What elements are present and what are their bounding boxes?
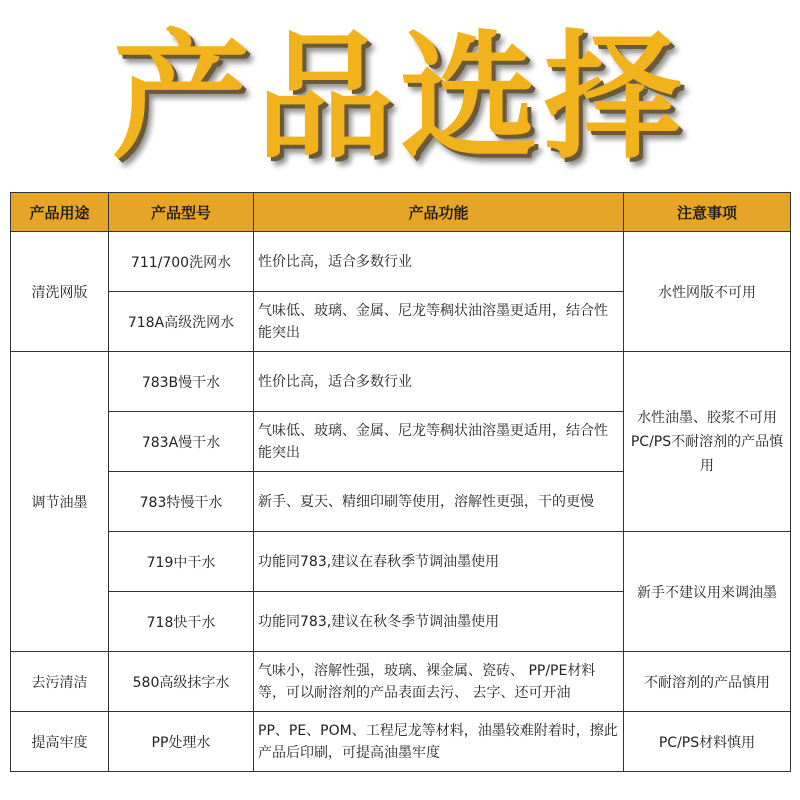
- table-row: [11, 532, 791, 592]
- model-cell: 783A慢干水: [109, 412, 254, 472]
- header-model: 产品型号: [109, 193, 254, 232]
- model-cell: 718快干水: [109, 592, 254, 652]
- model-cell: 711/700洗网水: [109, 232, 254, 292]
- note-cell: 水性网版不可用: [624, 232, 791, 352]
- function-cell: 功能同783,建议在秋冬季节调油墨使用: [254, 592, 624, 652]
- note-cell: PC/PS材料慎用: [624, 712, 791, 772]
- header-function: 产品功能: [254, 193, 624, 232]
- model-cell: 718A高级洗网水: [109, 292, 254, 352]
- table-row: [11, 652, 791, 712]
- function-cell: 气味低、玻璃、金属、尼龙等稠状油溶墨更适用，结合性能突出: [254, 412, 624, 472]
- model-cell: 719中干水: [109, 532, 254, 592]
- function-cell: 功能同783,建议在春秋季节调油墨使用: [254, 532, 624, 592]
- model-cell: 783B慢干水: [109, 352, 254, 412]
- model-cell: PP处理水: [109, 712, 254, 772]
- use-cell: 调节油墨: [11, 352, 109, 652]
- use-cell: 去污清洁: [11, 652, 109, 712]
- header-notes: 注意事项: [624, 193, 791, 232]
- table-row: [11, 712, 791, 772]
- table-row: [11, 352, 791, 412]
- note-cell: 水性油墨、胶浆不可用PC/PS不耐溶剂的产品慎用: [624, 352, 791, 532]
- function-cell: 新手、夏天、精细印刷等使用，溶解性更强，干的更慢: [254, 472, 624, 532]
- table-header-row: [11, 193, 791, 232]
- product-selection-table: [10, 192, 791, 772]
- use-cell: 提高牢度: [11, 712, 109, 772]
- use-cell: 清洗网版: [11, 232, 109, 352]
- function-cell: 气味低、玻璃、金属、尼龙等稠状油溶墨更适用，结合性能突出: [254, 292, 624, 352]
- note-cell: 不耐溶剂的产品慎用: [624, 652, 791, 712]
- table-row: [11, 232, 791, 292]
- note-cell: 新手不建议用来调油墨: [624, 532, 791, 652]
- function-cell: 气味小，溶解性强，玻璃、裸金属、瓷砖、 PP/PE材料等，可以耐溶剂的产品表面去污、 去字、还可开油: [254, 652, 624, 712]
- model-cell: 783特慢干水: [109, 472, 254, 532]
- header-use: 产品用途: [11, 193, 109, 232]
- function-cell: 性价比高，适合多数行业: [254, 352, 624, 412]
- function-cell: PP、PE、POM、工程尼龙等材料，油墨较难附着时，擦此产品后印刷，可提高油墨牢度: [254, 712, 624, 772]
- model-cell: 580高级抹字水: [109, 652, 254, 712]
- page-title: 产品选择: [111, 17, 688, 178]
- function-cell: 性价比高，适合多数行业: [254, 232, 624, 292]
